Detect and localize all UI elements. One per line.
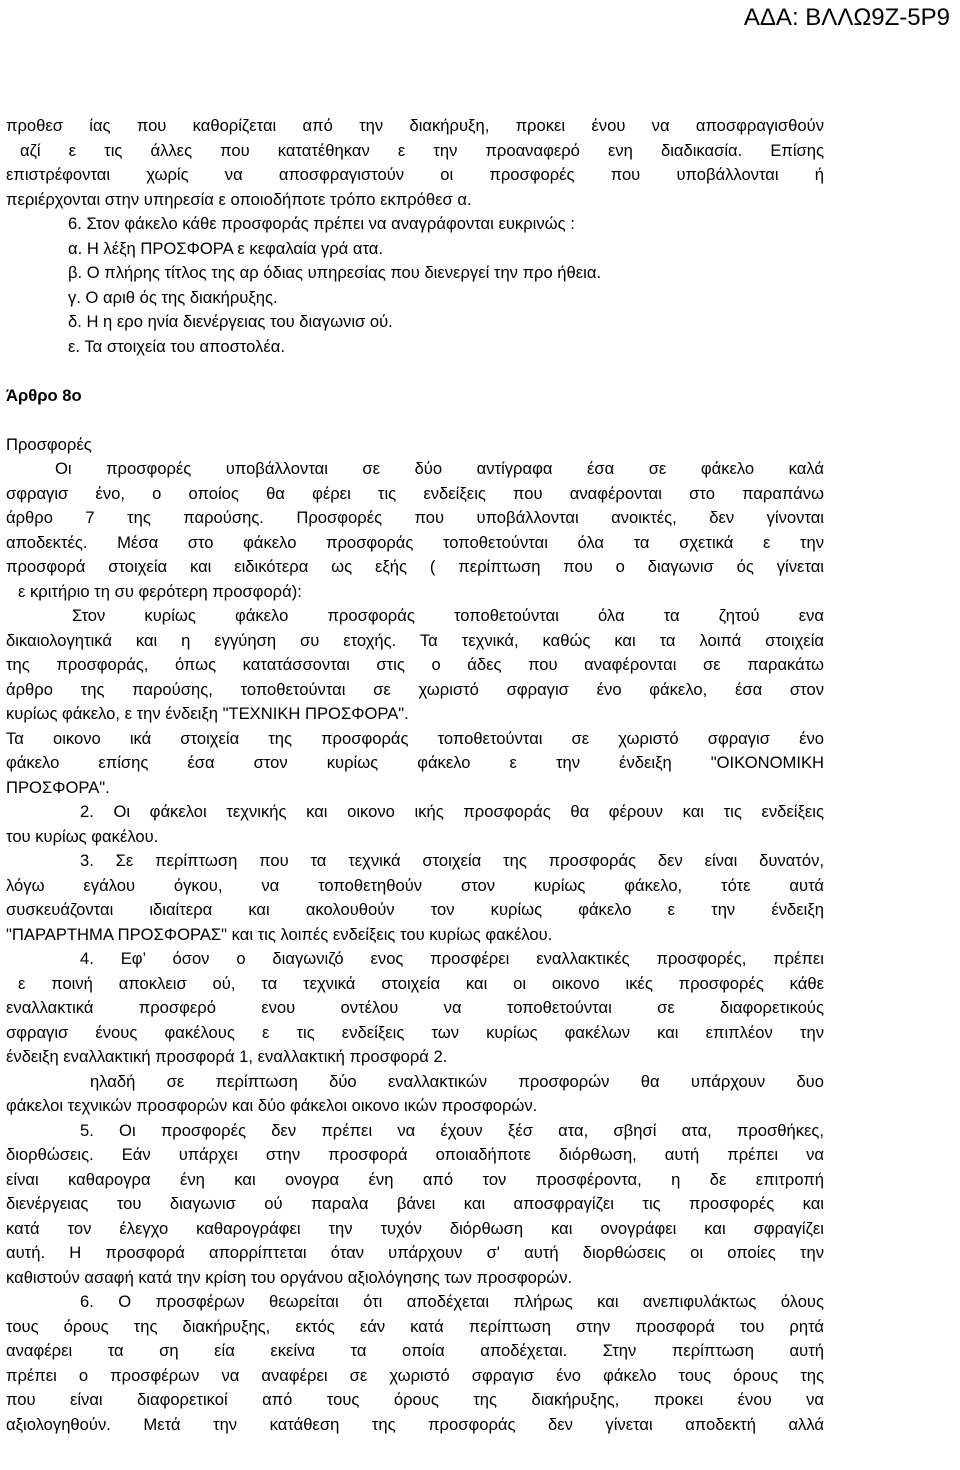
- text-line: Τα οικονο ικά στοιχεία της προσφοράς τοποθετούνται σε χωριστό σφραγισ ένο: [6, 728, 824, 748]
- text-line: τους όρους της διακήρυξης, εκτός εάν κατά περίπτωση στην προσφορά του ρητά: [6, 1316, 824, 1336]
- text-line: ένδειξη εναλλακτική προσφορά 1, εναλλακτική προσφορά 2.: [6, 1047, 448, 1066]
- text-line: σφραγισ ένους φακέλους ε τις ενδείξεις των κυρίως φακέλων και επιπλέον την: [6, 1022, 824, 1042]
- text-line: καθιστούν ασαφή κατά την κρίση του οργάνου αξιολόγησης των προσφορών.: [6, 1267, 573, 1287]
- text-line: προθεσ ίας που καθορίζεται από την διακήρυξη, προκει ένου να αποσφραγισθούν: [6, 116, 824, 135]
- text-line: διενέργειας του διαγωνισ ού παραλα βάνει και αποσφραγίζει τις προσφορές και: [6, 1194, 824, 1213]
- text-line: που είναι διαφορετικοί από τους όρους της διακήρυξης, προκει ένου να: [6, 1390, 824, 1409]
- text-line: ΠΡΟΣΦΟΡΑ".: [6, 777, 110, 797]
- list-subitem: α. Η λέξη ΠΡΟΣΦΟΡΑ ε κεφαλαία γρά ατα.: [68, 238, 383, 258]
- text-line: του κυρίως φακέλου.: [6, 826, 159, 846]
- text-line: επιστρέφονται χωρίς να αποσφραγιστούν οι προσφορές που υποβάλλονται ή: [6, 165, 824, 184]
- text-line: περιέρχονται στην υπηρεσία ε οποιοδήποτε τρόπο εκπρόθεσ α.: [6, 189, 472, 209]
- text-line: προσφορά στοιχεία και ειδικότερα ως εξής ( περίπτωση που ο διαγωνισ ός γίνεται: [6, 557, 824, 576]
- text-line: κατά τον έλεγχο καθαρογράφει την τυχόν διόρθωση και ονογράφει και σφραγίζει: [6, 1218, 824, 1238]
- text-line: είναι καθαρογρα ένη και ονογρα ένη από τον προσφέροντα, η δε επιτροπή: [6, 1169, 824, 1189]
- text-line: 4. Εφ’ όσον ο διαγωνιζό ενος προσφέρει εναλλακτικές προσφορές, πρέπει: [80, 949, 824, 968]
- section-title: Προσφορές: [6, 434, 92, 454]
- document-body: [6, 114, 824, 1437]
- text-line: κυρίως φάκελο, ε την ένδειξη "ΤΕΧΝΙΚΗ ΠΡΟΣΦΟΡΑ".: [6, 704, 409, 723]
- ada-header: ΑΔΑ: ΒΛΛΩ9Ζ-5Ρ9: [743, 4, 950, 31]
- text-line: ε κριτήριο τη συ φερότερη προσφορά):: [18, 581, 302, 601]
- text-line: σφραγισ ένο, ο οποίος θα φέρει τις ενδείξεις που αναφέρονται στο παραπάνω: [6, 483, 824, 503]
- text-line: άρθρο 7 της παρούσης. Προσφορές που υποβάλλονται ανοικτές, δεν γίνονται: [6, 508, 824, 527]
- text-line: της προσφοράς, όπως κατατάσσονται στις ο άδες που αναφέρονται σε παρακάτω: [6, 655, 824, 674]
- list-subitem: β. Ο πλήρης τίτλος της αρ όδιας υπηρεσίας που διενεργεί την προ ήθεια.: [68, 263, 602, 282]
- article-heading: Άρθρο 8ο: [6, 385, 82, 405]
- text-line: πρέπει ο προσφέρων να αναφέρει σε χωριστό σφραγισ ένο φάκελο τους όρους της: [6, 1365, 824, 1385]
- text-line: ε ποινή αποκλεισ ού, τα τεχνικά στοιχεία και οι οικονο ικές προσφορές κάθε: [18, 973, 824, 993]
- list-subitem: ε. Τα στοιχεία του αποστολέα.: [68, 336, 285, 356]
- text-line: λόγω εγάλου όγκου, να τοποθετηθούν στον κυρίως φάκελο, τότε αυτά: [6, 875, 824, 895]
- text-line: φάκελο επίσης έσα στον κυρίως φάκελο ε την ένδειξη "ΟΙΚΟΝΟΜΙΚΗ: [6, 753, 824, 772]
- text-line: εναλλακτικά προσφερό ενου οντέλου να τοποθετούνται σε διαφορετικούς: [6, 998, 824, 1017]
- text-line: 2. Οι φάκελοι τεχνικής και οικονο ικής προσφοράς θα φέρουν και τις ενδείξεις: [80, 802, 824, 821]
- text-line: διορθώσεις. Εάν υπάρχει στην προσφορά οποιαδήποτε διόρθωση, αυτή πρέπει να: [6, 1145, 824, 1164]
- text-line: φάκελοι τεχνικών προσφορών και δύο φάκελοι οικονο ικών προσφορών.: [6, 1096, 538, 1115]
- list-item-6: 6. Στον φάκελο κάθε προσφοράς πρέπει να αναγράφονται ευκρινώς :: [68, 214, 575, 233]
- text-line: αναφέρει τα ση εία εκείνα τα οποία αποδέχεται. Στην περίπτωση αυτή: [6, 1341, 824, 1360]
- text-line: άρθρο της παρούσης, τοποθετούνται σε χωριστό σφραγισ ένο φάκελο, έσα στον: [6, 679, 824, 699]
- text-line: "ΠΑΡΑΡΤΗΜΑ ΠΡΟΣΦΟΡΑΣ" και τις λοιπές ενδείξεις του κυρίως φακέλου.: [6, 924, 553, 944]
- text-line: συσκευάζονται ιδιαίτερα και ακολουθούν τον κυρίως φάκελο ε την ένδειξη: [6, 900, 824, 919]
- text-line: αυτή. Η προσφορά απορρίπτεται όταν υπάρχουν σ' αυτή διορθώσεις οι οποίες την: [6, 1243, 824, 1262]
- text-line: αζί ε τις άλλες που κατατέθηκαν ε την προαναφερό ενη διαδικασία. Επίσης: [20, 140, 824, 160]
- text-line: δικαιολογητικά και η εγγύηση συ ετοχής. Τα τεχνικά, καθώς και τα λοιπά στοιχεία: [6, 630, 824, 650]
- text-line: Στον κυρίως φάκελο προσφοράς τοποθετούνται όλα τα ζητού ενα: [72, 606, 824, 625]
- list-subitem: γ. Ο αριθ ός της διακήρυξης.: [68, 287, 278, 307]
- text-line: 5. Οι προσφορές δεν πρέπει να έχουν ξέσ ατα, σβησί ατα, προσθήκες,: [80, 1120, 824, 1140]
- text-line: Οι προσφορές υποβάλλονται σε δύο αντίγραφα έσα σε φάκελο καλά: [55, 459, 824, 478]
- text-line: ηλαδή σε περίπτωση δύο εναλλακτικών προσφορών θα υπάρχουν δυο: [90, 1071, 824, 1091]
- text-line: 6. Ο προσφέρων θεωρείται ότι αποδέχεται πλήρως και ανεπιφυλάκτως όλους: [80, 1292, 824, 1311]
- text-line: αποδεκτές. Μέσα στο φάκελο προσφοράς τοποθετούνται όλα τα σχετικά ε την: [6, 532, 824, 552]
- list-subitem: δ. Η η ερο ηνία διενέργειας του διαγωνισ ού.: [68, 312, 393, 331]
- text-line: αξιολογηθούν. Μετά την κατάθεση της προσφοράς δεν γίνεται αποδεκτή αλλά: [6, 1414, 824, 1434]
- text-line: 3. Σε περίπτωση που τα τεχνικά στοιχεία της προσφοράς δεν είναι δυνατόν,: [80, 851, 824, 870]
